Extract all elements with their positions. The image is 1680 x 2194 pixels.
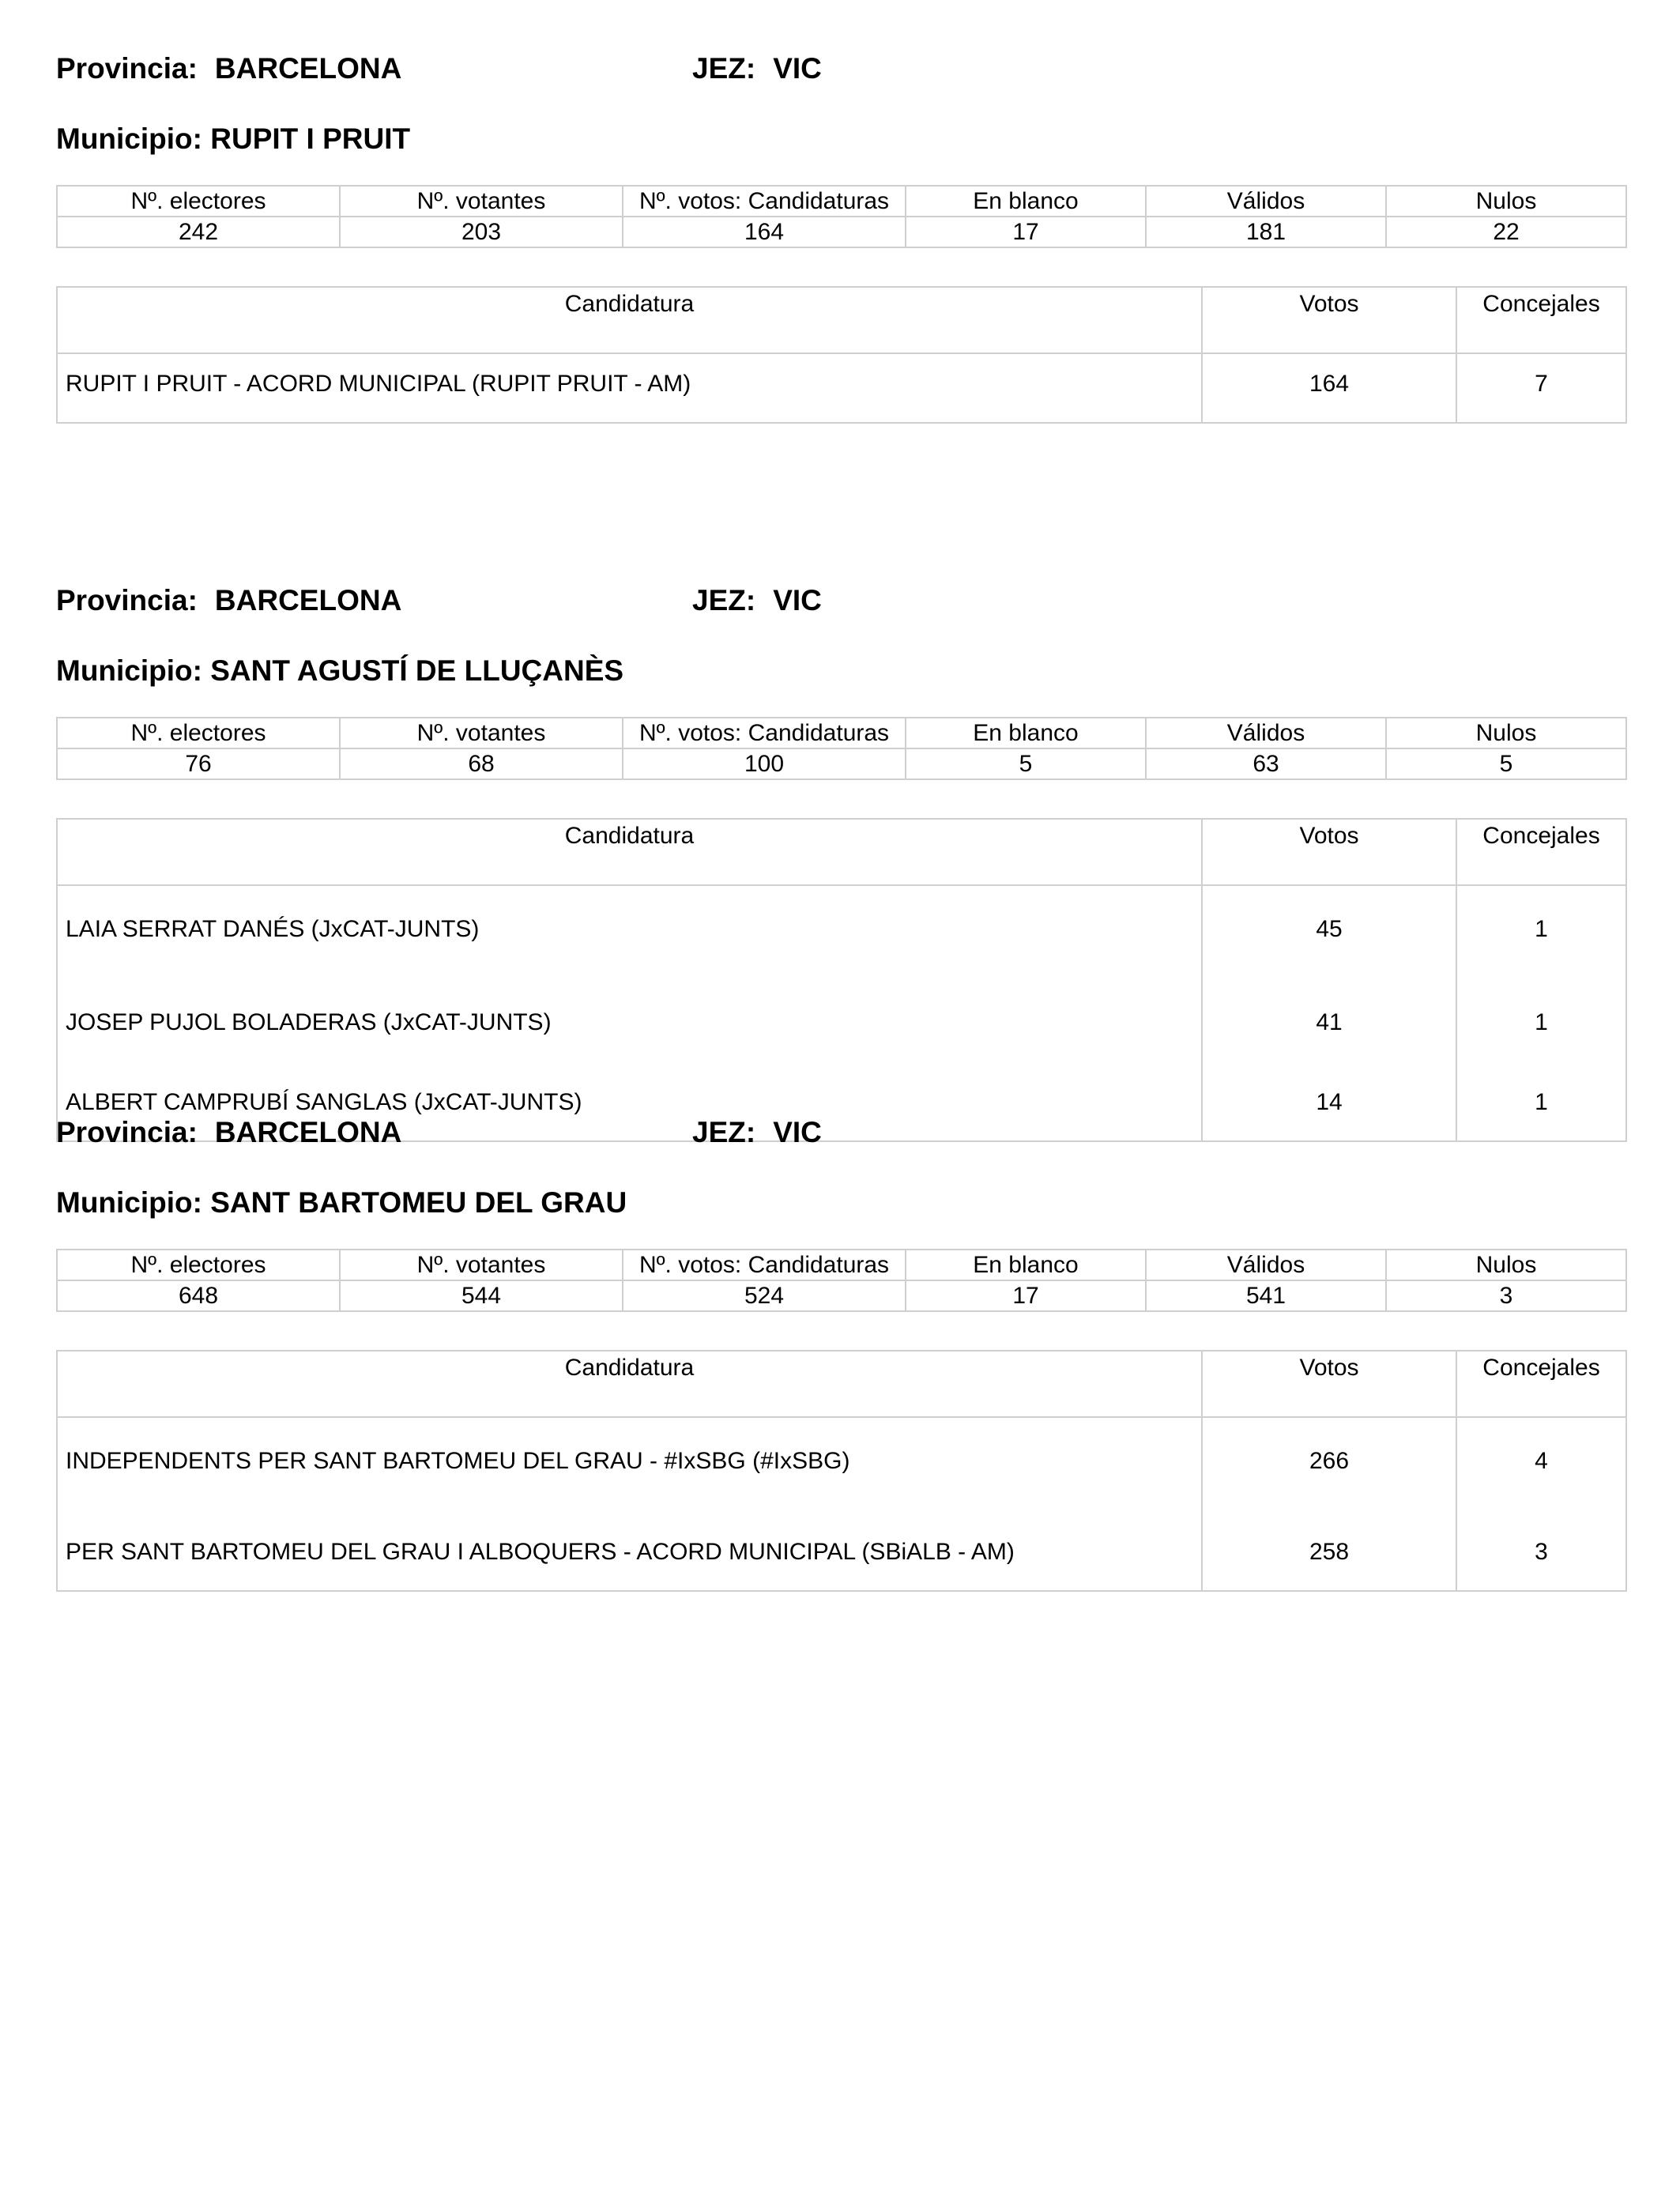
stats-value-cell: 63 — [1146, 748, 1386, 779]
stats-value-cell: 203 — [340, 217, 623, 247]
candidatura-votos: 14 — [1202, 1072, 1456, 1141]
municipio-value: SANT BARTOMEU DEL GRAU — [210, 1186, 627, 1219]
jez-heading — [692, 54, 822, 83]
stats-header-cell: Nulos — [1386, 1250, 1626, 1280]
stats-header-cell: En blanco — [906, 1250, 1146, 1280]
stats-table — [56, 185, 1627, 248]
provincia-label: Provincia: — [56, 584, 198, 616]
table-row — [57, 990, 1626, 1072]
candidaturas-header-row — [57, 1351, 1626, 1417]
stats-header-cell: En blanco — [906, 186, 1146, 217]
provincia-value: BARCELONA — [214, 52, 402, 85]
candidatura-name: ALBERT CAMPRUBÍ SANGLAS (JxCAT-JUNTS) — [57, 1072, 1202, 1141]
stats-header-cell: En blanco — [906, 718, 1146, 748]
jez-label: JEZ: — [692, 1116, 756, 1148]
stats-value-cell: 524 — [623, 1280, 906, 1311]
stats-value-cell: 17 — [906, 217, 1146, 247]
stats-header-row — [57, 718, 1626, 748]
candidatura-votos: 258 — [1202, 1522, 1456, 1591]
jez-value: VIC — [773, 1116, 822, 1148]
jez-value: VIC — [773, 584, 822, 616]
stats-value-cell: 3 — [1386, 1280, 1626, 1311]
votos-header: Votos — [1202, 287, 1456, 353]
candidatura-header: Candidatura — [57, 1351, 1202, 1417]
municipio-label: Municipio: — [56, 1186, 202, 1219]
stats-value-row — [57, 217, 1626, 247]
candidatura-header: Candidatura — [57, 287, 1202, 353]
table-row — [57, 1522, 1626, 1591]
stats-value-cell: 5 — [906, 748, 1146, 779]
stats-value-cell: 181 — [1146, 217, 1386, 247]
candidaturas-table — [56, 1350, 1627, 1592]
candidatura-votos: 266 — [1202, 1417, 1456, 1522]
candidatura-concejales: 4 — [1456, 1417, 1626, 1522]
stats-table — [56, 717, 1627, 780]
provincia-heading — [56, 1118, 401, 1147]
candidatura-name: PER SANT BARTOMEU DEL GRAU I ALBOQUERS - ACORD MUNICIPAL (SBiALB - AM) — [57, 1522, 1202, 1591]
stats-header-cell: Válidos — [1146, 1250, 1386, 1280]
stats-header-cell: Nº. electores — [57, 186, 340, 217]
provincia-heading — [56, 54, 401, 83]
stats-value-cell: 541 — [1146, 1280, 1386, 1311]
stats-value-cell: 5 — [1386, 748, 1626, 779]
stats-value-row — [57, 1280, 1626, 1311]
candidatura-concejales: 1 — [1456, 1072, 1626, 1141]
stats-header-cell: Nº. votos: Candidaturas — [623, 1250, 906, 1280]
stats-header-row — [57, 1250, 1626, 1280]
provincia-label: Provincia: — [56, 1116, 198, 1148]
municipio-heading — [56, 124, 410, 153]
provincia-label: Provincia: — [56, 52, 198, 85]
candidatura-name: INDEPENDENTS PER SANT BARTOMEU DEL GRAU - #IxSBG (#IxSBG) — [57, 1417, 1202, 1522]
stats-header-cell: Nulos — [1386, 718, 1626, 748]
stats-value-cell: 242 — [57, 217, 340, 247]
municipio-label: Municipio: — [56, 654, 202, 687]
candidatura-name: RUPIT I PRUIT - ACORD MUNICIPAL (RUPIT PRUIT - AM) — [57, 353, 1202, 423]
municipio-value: RUPIT I PRUIT — [210, 123, 411, 155]
stats-header-cell: Nº. votantes — [340, 186, 623, 217]
concejales-header: Concejales — [1456, 1351, 1626, 1417]
stats-header-cell: Nº. electores — [57, 718, 340, 748]
stats-header-row — [57, 186, 1626, 217]
stats-value-row — [57, 748, 1626, 779]
stats-header-cell: Nº. votos: Candidaturas — [623, 718, 906, 748]
municipio-heading — [56, 1188, 627, 1217]
concejales-header: Concejales — [1456, 287, 1626, 353]
stats-value-cell: 68 — [340, 748, 623, 779]
jez-value: VIC — [773, 52, 822, 85]
candidaturas-header-row — [57, 287, 1626, 353]
votos-header: Votos — [1202, 1351, 1456, 1417]
stats-value-cell: 164 — [623, 217, 906, 247]
candidatura-votos: 41 — [1202, 990, 1456, 1072]
jez-label: JEZ: — [692, 584, 756, 616]
candidaturas-table — [56, 818, 1627, 1142]
table-row — [57, 1417, 1626, 1522]
stats-header-cell: Nº. votantes — [340, 1250, 623, 1280]
stats-header-cell: Nº. votantes — [340, 718, 623, 748]
municipio-label: Municipio: — [56, 123, 202, 155]
provincia-value: BARCELONA — [214, 1116, 402, 1148]
candidatura-votos: 45 — [1202, 885, 1456, 990]
jez-heading — [692, 586, 822, 615]
stats-header-cell: Nulos — [1386, 186, 1626, 217]
candidatura-header: Candidatura — [57, 819, 1202, 885]
municipio-heading — [56, 656, 623, 685]
candidatura-name: JOSEP PUJOL BOLADERAS (JxCAT-JUNTS) — [57, 990, 1202, 1072]
table-row — [57, 885, 1626, 990]
votos-header: Votos — [1202, 819, 1456, 885]
provincia-value: BARCELONA — [214, 584, 402, 616]
municipio-value: SANT AGUSTÍ DE LLUÇANÈS — [210, 654, 624, 687]
candidatura-name: LAIA SERRAT DANÉS (JxCAT-JUNTS) — [57, 885, 1202, 990]
candidaturas-header-row — [57, 819, 1626, 885]
stats-value-cell: 100 — [623, 748, 906, 779]
jez-label: JEZ: — [692, 52, 756, 85]
stats-header-cell: Válidos — [1146, 718, 1386, 748]
candidaturas-table — [56, 286, 1627, 424]
candidatura-concejales: 1 — [1456, 990, 1626, 1072]
stats-table — [56, 1249, 1627, 1312]
stats-header-cell: Nº. votos: Candidaturas — [623, 186, 906, 217]
table-row — [57, 353, 1626, 423]
candidatura-concejales: 3 — [1456, 1522, 1626, 1591]
stats-value-cell: 76 — [57, 748, 340, 779]
stats-value-cell: 648 — [57, 1280, 340, 1311]
stats-value-cell: 17 — [906, 1280, 1146, 1311]
candidatura-votos: 164 — [1202, 353, 1456, 423]
jez-heading — [692, 1118, 822, 1147]
stats-header-cell: Nº. electores — [57, 1250, 340, 1280]
stats-value-cell: 22 — [1386, 217, 1626, 247]
candidatura-concejales: 7 — [1456, 353, 1626, 423]
candidatura-concejales: 1 — [1456, 885, 1626, 990]
provincia-heading — [56, 586, 401, 615]
stats-value-cell: 544 — [340, 1280, 623, 1311]
concejales-header: Concejales — [1456, 819, 1626, 885]
stats-header-cell: Válidos — [1146, 186, 1386, 217]
